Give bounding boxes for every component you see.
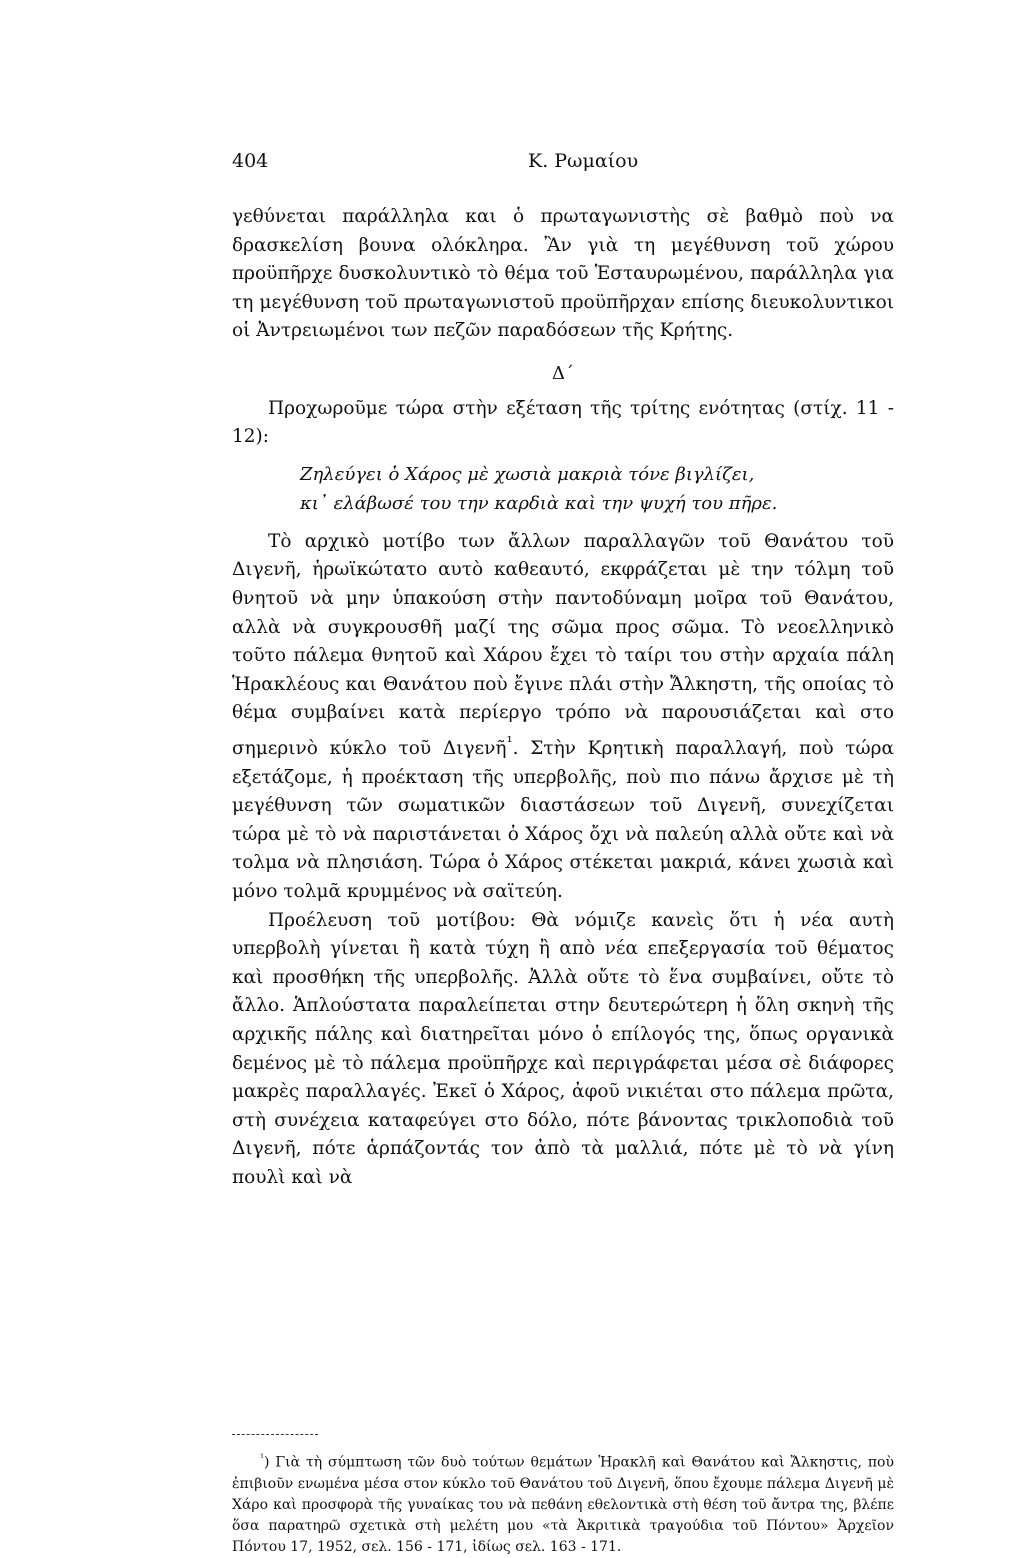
running-author: Κ. Ρωμαίου: [528, 150, 639, 172]
footnote: [232, 1448, 894, 1558]
footnote-text: ) Γιὰ τὴ σύμπτωση τῶν δυὸ τούτων θεμάτων Ἡρακλῆ καὶ Θανάτου καὶ Ἄλκηστις, ποὺ ἐπιβιοῦν ενωμένα μέσα στον κύκλο τοῦ Θανάτου τοῦ Διγενῆ, ὅπου ἔχουμε πάλεμα Διγενῆ μὲ Χάρο καὶ προσφορὰ τῆς γυναίκας του νὰ πεθάνη εθελοντικὰ στὴ θέση τοῦ ἄντρα της, βλέπε ὅσα παρατηρῶ σχετικὰ στὴ μελέτη μου «τὰ Ἀκριτικὰ τραγούδια τοῦ Πόντου» Ἀρχεῖον Πόντου 17, 1952, σελ. 156 - 171, ἰδίως σελ. 163 - 171.: [232, 1454, 894, 1555]
paragraph-3-part-a: Τὸ αρχικὸ μοτίβο των ἄλλων παραλλαγῶν τοῦ Θανάτου τοῦ Διγενῆ, ἡρωϊκώτατο αυτὸ καθεαυτό, εκφράζεται μὲ την τόλμη τοῦ θνητοῦ νὰ μην ὑπακούση στὴν παντοδύναμη μοῖρα τοῦ Θανάτου, αλλὰ νὰ συγκρουσθῆ μαζί της σῶμα προς σῶμα. Τὸ νεοελληνικὸ τοῦτο πάλεμα θνητοῦ καὶ Χάρου ἔχει τὸ ταίρι του στὴν αρχαία πάλη Ἡρακλέους και Θανάτου ποὺ ἔγινε πλάι στὴν Ἄλκηστη, τῆς οποίας τὸ θέμα συμβαίνει κατὰ περίεργο τρόπο νὰ παρουσιάζεται καὶ στο σημερινὸ κύκλο τοῦ Διγενῆ: [232, 530, 894, 760]
paragraph-2: Προχωροῦμε τώρα στὴν εξέταση τῆς τρίτης ενότητας (στίχ. 11 - 12):: [232, 397, 894, 448]
paragraph-3: [232, 528, 894, 907]
paragraph-3-part-b: . Στὴν Κρητικὴ παραλλαγή, ποὺ τώρα εξετάζομε, ἡ προέκταση τῆς υπερβολῆς, ποὺ πιο πάνω ἄρχισε μὲ τὴ μεγέθυνση τῶν σωματικῶν διαστάσεων τοῦ Διγενῆ, συνεχίζεται τώρα μὲ τὸ νὰ παριστάνεται ὁ Χάρος ὄχι νὰ παλεύη αλλὰ οὔτε καὶ νὰ τολμα νὰ πλησιάση. Τώρα ὁ Χάρος στέκεται μακριά, κάνει χωσιὰ καὶ μόνο τολμᾶ κρυμμένος νὰ σαϊτεύη.: [232, 738, 894, 903]
paragraph-4: Προέλευση τοῦ μοτίβου: Θὰ νόμιζε κανεὶς ὅτι ἡ νέα αυτὴ υπερβολὴ γίνεται ἢ κατὰ τύχη ἢ απὸ νέα επεξεργασία τοῦ θέματος καὶ προσθήκη τῆς υπερβολῆς. Ἀλλὰ οὔτε τὸ ἕνα συμβαίνει, οὔτε τὸ ἄλλο. Ἁπλούστατα παραλείπεται στην δευτερώτερη ἡ ὅλη σκηνὴ τῆς αρχικῆς πάλης καὶ διατηρεῖται μόνο ὁ επίλογός της, ὅπως οργανικὰ δεμένος μὲ τὸ πάλεμα προϋπῆρχε καὶ περιγράφεται μέσα σὲ διάφορες μακρὲς παραλλαγές. Ἐκεῖ ὁ Χάρος, ἀφοῦ νικιέται στο πάλεμα πρῶτα, στὴ συνέχεια καταφεύγει στο δόλο, πότε βάνοντας τρικλοποδιὰ τοῦ Διγενῆ, πότε ἁρπάζοντάς τον ἀπὸ τὰ μαλλιά, πότε μὲ τὸ νὰ γίνη πουλὶ καὶ νὰ: [232, 909, 894, 1188]
page-number: 404: [232, 150, 269, 172]
footnote-marker: ¹: [260, 1453, 265, 1464]
body-text: [232, 203, 894, 1193]
section-heading: Δ΄: [552, 362, 574, 384]
verse-line-1: Ζηλεύγει ὁ Χάρος μὲ χωσιὰ μακριὰ τόνε βιγλίζει,: [300, 463, 755, 485]
footnote-divider: [232, 1434, 318, 1435]
verse-line-2: κι᾽ ελάβωσέ του την καρδιὰ καὶ την ψυχή του πῆρε.: [300, 492, 778, 514]
footnote-reference: ¹: [506, 732, 513, 751]
verse-quote: [232, 460, 894, 518]
paragraph-1: γεθύνεται παράλληλα και ὁ πρωταγωνιστὴς σὲ βαθμὸ ποὺ να δρασκελίση βουνα ολόκληρα. Ἂν γιὰ τη μεγέθυνση τοῦ χώρου προϋπῆρχε δυσκολυντικὸ τὸ θέμα τοῦ Ἑσταυρωμένου, παράλληλα για τη μεγέθυνση τοῦ πρωταγωνιστοῦ προϋπῆρχαν επίσης διευκολυντικοι οἱ Ἀντρειωμένοι των πεζῶν παραδόσεων τῆς Κρήτης.: [232, 206, 894, 342]
